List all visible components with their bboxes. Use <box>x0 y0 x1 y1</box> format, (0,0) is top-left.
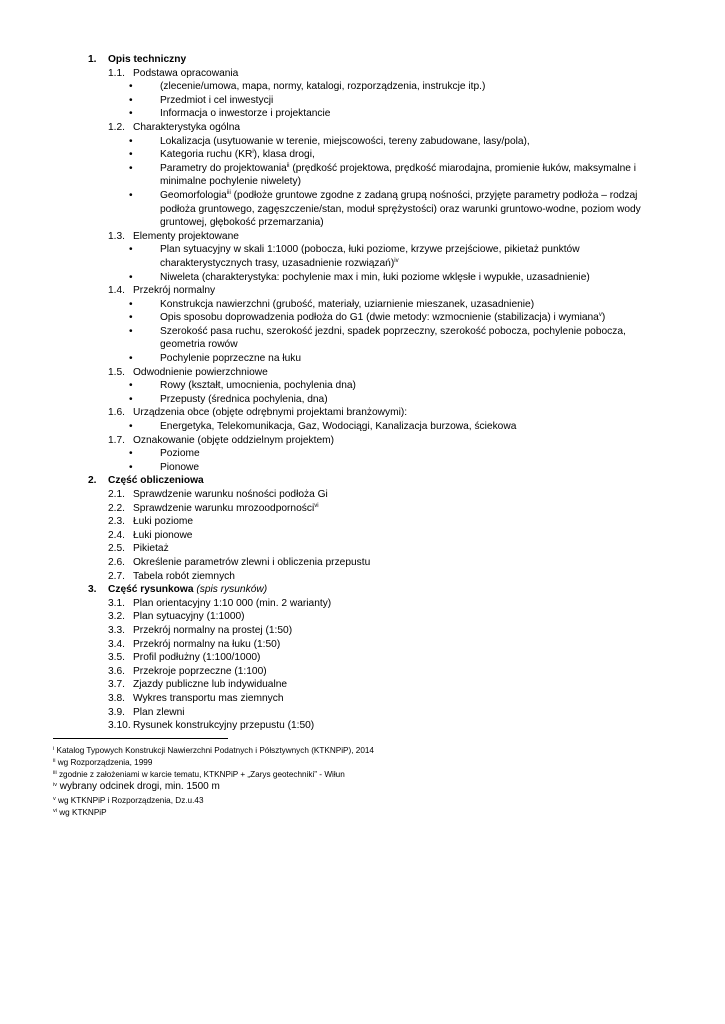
list-item: • Przepusty (średnica pochylenia, dna) <box>129 393 328 405</box>
section-heading: 3. Część rysunkowa (spis rysunków) <box>88 584 268 596</box>
list-item: • Pochylenie poprzeczne na łuku <box>129 353 302 365</box>
list-item: • Plan sytuacyjny w skali 1:1000 (pobocza, łuki poziome, krzywe przejściowe, pikietaż punktów charakterystycznych trasy, uzasadnienie rozwiązań)$^{iv}$ <box>129 244 580 269</box>
subsection-heading: 1.5. Odwodnienie powierzchniowe <box>108 366 268 378</box>
list-item: • Energetyka, Telekomunikacja, Gaz, Wodociągi, Kanalizacja burzowa, ściekowa <box>129 421 517 433</box>
footnote: $^v$ wg KTKNPiP i Rozporządzenia, Dz.u.43 <box>53 796 204 805</box>
list-item: • Rowy (kształt, umocnienia, pochylenia dna) <box>129 380 356 392</box>
list-item: • Przedmiot i cel inwestycji <box>129 94 274 106</box>
subsection-heading: 1.7. Oznakowanie (objęte oddzielnym projektem) <box>108 434 335 446</box>
subsection-heading: 1.2. Charakterystyka ogólna <box>108 121 241 133</box>
list-item: • (zlecenie/umowa, mapa, normy, katalogi, rozporządzenia, instrukcje itp.) <box>129 81 486 93</box>
list-item: • Poziome <box>129 448 200 460</box>
subsection-heading: 1.3. Elementy projektowane <box>108 230 239 242</box>
footnote: $^i$ Katalog Typowych Konstrukcji Nawierzchni Podatnych i Półsztywnych (KTKNPiP), 2014 <box>53 746 374 755</box>
subsection-item: 3.7. Zjazdy publiczne lub indywidualne <box>108 679 288 691</box>
list-item: • Kategoria ruchu $(KR^i)$, klasa drogi, <box>129 149 315 161</box>
footnote: $^{vi}$ wg KTKNPiP <box>53 808 107 817</box>
subsection-item: 3.8. Wykres transportu mas ziemnych <box>108 692 284 704</box>
subsection-item: 2.3. Łuki poziome <box>108 516 194 528</box>
subsection-item: 2.7. Tabela robót ziemnych <box>108 570 235 582</box>
subsection-item: 2.6. Określenie parametrów zlewni i obliczenia przepustu <box>108 556 371 568</box>
list-item: • Pionowe <box>129 461 200 473</box>
subsection-item: 3.4. Przekrój normalny na łuku (1:50) <box>108 638 281 650</box>
list-item: • Opis sposobu doprowadzenia podłoża do G1 (dwie metody: wzmocnienie (stabilizacja) i wymiana$^v$) <box>129 312 606 324</box>
list-item: • Konstrukcja nawierzchni (grubość, materiały, uziarnienie mieszanek, uzasadnienie) <box>129 298 535 310</box>
subsection-item: 3.1. Plan orientacyjny 1:10 000 (min. 2 warianty) <box>108 597 332 609</box>
list-item: • Parametry do projektowania$^{ii}$ (prędkość projektowa, prędkość miarodajna, promienie łuków, maksymalne i minimalne pochylenie niwelety) <box>129 162 637 188</box>
subsection-item: 3.6. Przekroje poprzeczne (1:100) <box>108 665 267 677</box>
subsection-heading: 1.6. Urządzenia obce (objęte odrębnymi projektami branżowymi): <box>108 407 408 419</box>
subsection-item: 3.2. Plan sytuacyjny (1:1000) <box>108 611 245 623</box>
section-heading: 2. Część obliczeniowa <box>88 475 204 487</box>
subsection-item: 3.9. Plan zlewni <box>108 706 185 718</box>
outline <box>0 53 725 733</box>
footnote: $^{iii}$ zgodnie z założeniami w karcie tematu, KTKNPiP + „Zarys geotechniki” - Wiłun <box>53 770 345 779</box>
subsection-item: 3.5. Profil podłużny (1:100/1000) <box>108 652 261 664</box>
subsection-item: 2.5. Pikietaż <box>108 543 169 555</box>
list-item: • Szerokość pasa ruchu, szerokość jezdni, spadek poprzeczny, szerokość pobocza, pochylenie pobocza, geometria rowów <box>129 325 626 351</box>
footnote: $^{iv}$ wybrany odcinek drogi, min. 1500 m <box>53 781 220 792</box>
footnote-ref[interactable]: vi <box>314 502 319 509</box>
subsection-item: 3.3. Przekrój normalny na prostej (1:50) <box>108 624 293 636</box>
footnote-separator <box>53 738 228 739</box>
subsection-heading: 1.1. Podstawa opracowania <box>108 67 239 79</box>
subsection-item: 2.2. Sprawdzenie warunku mrozoodporności$^{vi}$ <box>108 502 319 514</box>
footnote-ref[interactable]: v <box>598 312 602 319</box>
section-heading: 1. Opis techniczny <box>88 54 187 65</box>
subsection-heading: 1.4. Przekrój normalny <box>108 285 216 297</box>
footnote-ref[interactable]: iv <box>394 257 399 264</box>
footnote-ref[interactable]: iii <box>226 189 231 196</box>
footnote: $^{ii}$ wg Rozporządzenia, 1999 <box>53 758 153 767</box>
list-item: • Lokalizacja (usytuowanie w terenie, miejscowości, tereny zabudowane, lasy/pola), <box>129 135 530 147</box>
subsection-item: 2.1. Sprawdzenie warunku nośności podłoża Gi <box>108 489 328 500</box>
list-item: • Niweleta (charakterystyka: pochylenie max i min, łuki poziome wklęsłe i wypukłe, uzasadnienie) <box>129 271 590 283</box>
subsection-item: 3.10. Rysunek konstrukcyjny przepustu (1:50) <box>108 720 315 732</box>
list-item: • Informacja o inwestorze i projektancie <box>129 108 331 120</box>
subsection-item: 2.4. Łuki pionowe <box>108 529 193 541</box>
footnote-ref[interactable]: ii <box>286 162 290 169</box>
list-item: • Geomorfologia$^{iii}$ (podłoże gruntowe zgodne z zadaną grupą nośności, przyjęte parametry podłoża – rodzaj podłoża gruntowego, zagęszczenie/stan, moduł sprężystości) oraz warunki gruntowo-wodne, poziom wody gruntowej, głębokość przemarzania) <box>129 189 641 229</box>
footnote-ref[interactable]: i <box>252 149 254 156</box>
